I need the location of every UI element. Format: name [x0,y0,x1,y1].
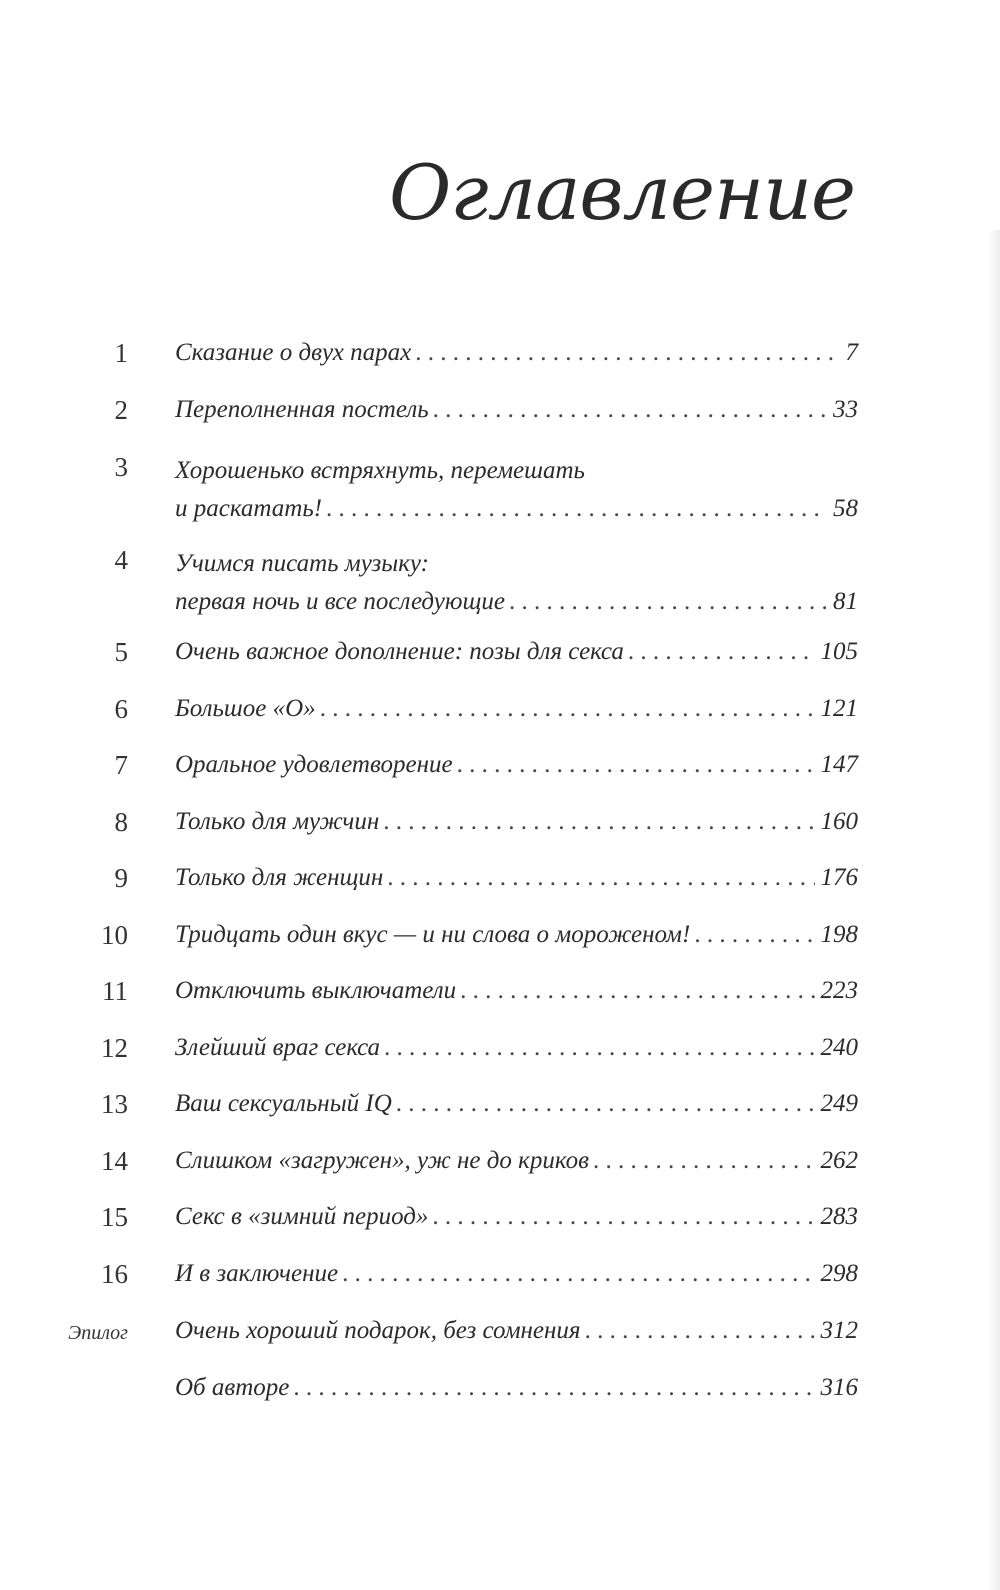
chapter-number: 14 [101,1146,128,1176]
leader-dots [432,1202,814,1232]
chapter-number: 7 [114,750,128,780]
leader-dots [593,1146,815,1176]
chapter-title: Большое «О» [175,695,316,722]
chapter-number: 15 [101,1202,128,1232]
chapter-title: Злейший враг секса [175,1034,381,1061]
page-number: 7 [845,339,858,366]
chapter-title: Сказание о двух парах [175,339,412,366]
chapter-title-line-1: Учимся писать музыку: [175,550,429,577]
chapter-number: 4 [114,545,128,575]
page-number: 33 [833,396,858,423]
leader-dots [293,1373,814,1403]
leader-dots [628,637,815,667]
chapter-number: 3 [114,452,128,482]
chapter-title: Оральное удовлетворение [175,751,453,778]
leader-dots [387,863,814,893]
page-edge-shadow [988,230,1000,1590]
page-number: 283 [820,1203,858,1230]
chapter-title: Переполненная постель [175,396,429,423]
page-title: Оглавление [388,148,855,237]
chapter-number: 16 [101,1259,128,1289]
chapter-title: Очень важное дополнение: позы для секса [175,638,624,665]
chapter-title: Только для мужчин [175,808,380,835]
page-number: 81 [833,588,858,615]
chapter-number: 5 [114,637,128,667]
chapter-number: 9 [114,863,128,893]
chapter-title: Отключить выключатели [175,977,457,1004]
leader-dots [396,1089,815,1119]
page-number: 298 [820,1260,858,1287]
page-number: 198 [820,921,858,948]
leader-dots [509,583,827,621]
page-number: 105 [820,638,858,665]
page-number: 176 [820,864,858,891]
page-number: 121 [820,695,858,722]
page-number: 147 [820,751,858,778]
leader-dots [383,807,814,837]
chapter-number: 10 [101,920,128,950]
page-number: 316 [820,1374,858,1401]
chapter-number: 6 [114,694,128,724]
leader-dots [342,1259,814,1289]
chapter-number: 8 [114,807,128,837]
page-number: 312 [820,1317,858,1344]
page-number: 223 [820,977,858,1004]
chapter-number: 1 [114,338,128,368]
chapter-title: первая ночь и все последующие [175,588,505,615]
chapter-number: 12 [101,1033,128,1063]
chapter-title: Очень хороший подарок, без сомнения [175,1317,581,1344]
chapter-title: Секс в «зимний период» [175,1203,429,1230]
page-number: 240 [820,1034,858,1061]
page-number: 262 [820,1147,858,1174]
epilogue-label: Эпилог [68,1322,128,1344]
leader-dots [326,490,827,528]
chapter-title: И в заключение [175,1260,339,1287]
chapter-title: Об авторе [175,1374,290,1401]
leader-dots [585,1316,815,1346]
chapter-title: и раскатать! [175,495,323,522]
chapter-number: 13 [101,1089,128,1119]
leader-dots [460,976,814,1006]
chapter-title: Тридцать один вкус — и ни слова о мороженом! [175,921,691,948]
page-number: 58 [833,495,858,522]
page-number: 160 [820,808,858,835]
leader-dots [457,750,815,780]
leader-dots [384,1033,814,1063]
chapter-title: Ваш сексуальный IQ [175,1090,392,1117]
leader-dots [320,694,815,724]
chapter-title: Только для женщин [175,864,384,891]
leader-dots [415,338,839,368]
leader-dots [694,920,814,950]
chapter-title: Слишком «загружен», уж не до криков [175,1147,589,1174]
leader-dots [433,395,827,425]
chapter-number: 2 [114,395,128,425]
chapter-title-line-1: Хорошенько встряхнуть, перемешать [175,457,585,484]
page-number: 249 [820,1090,858,1117]
chapter-number: 11 [102,976,128,1006]
